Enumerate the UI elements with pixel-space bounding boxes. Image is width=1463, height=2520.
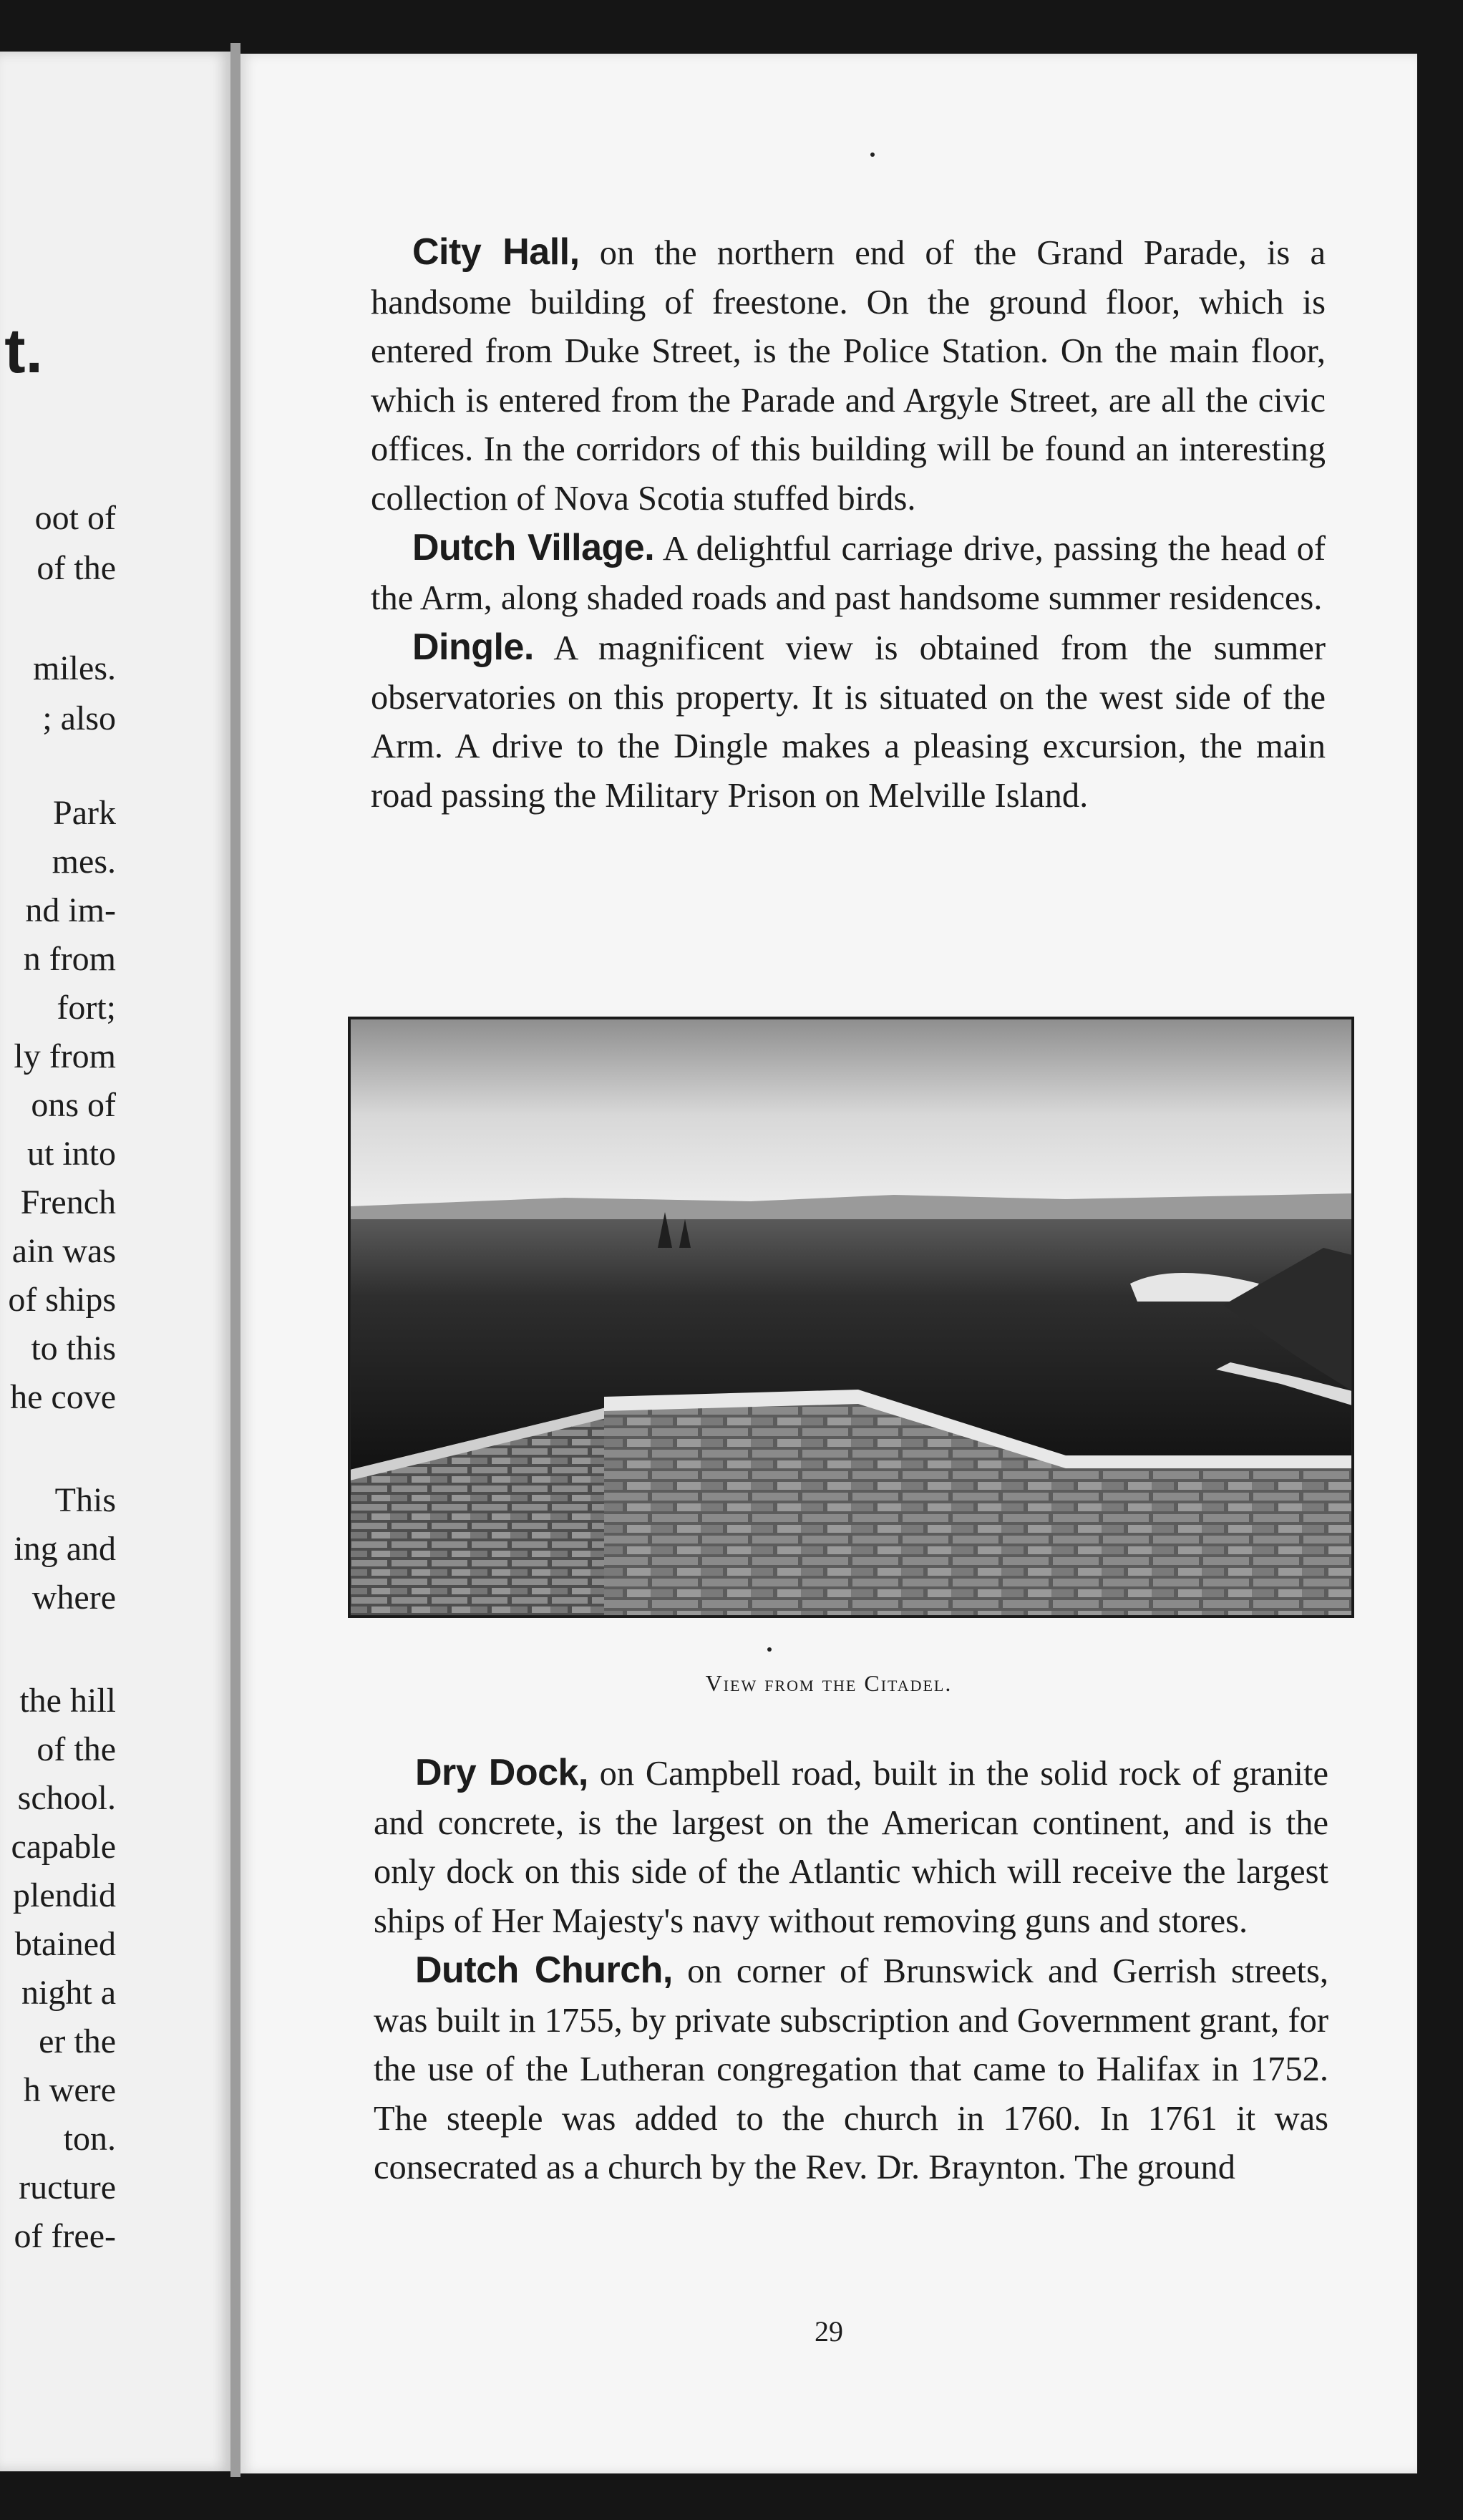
entry-dutch-village	[371, 523, 1326, 623]
left-page-fragment: of free-	[14, 2217, 116, 2255]
left-page-fragment: of the	[37, 549, 116, 587]
left-page-fragment: the hill	[19, 1682, 116, 1720]
left-page-fragment: btained	[14, 1925, 116, 1963]
left-page-fragment: ton.	[63, 2120, 116, 2158]
left-page-fragment: night a	[21, 1974, 116, 2012]
left-page-fragment: n from	[23, 940, 116, 978]
left-page-fragment: plendid	[13, 1876, 116, 1914]
left-page-fragment: of the	[37, 1730, 116, 1768]
left-page-fragment: h were	[23, 2071, 116, 2109]
page	[240, 54, 1417, 2473]
left-page-fragment: er the	[39, 2022, 116, 2060]
citadel-view-illustration	[350, 1019, 1352, 1616]
left-page-fragment: fort;	[57, 989, 116, 1027]
citadel-view-photo	[348, 1017, 1354, 1618]
left-page-fragment: mes.	[52, 843, 116, 881]
entries-top	[371, 228, 1326, 820]
entry-body: on Campbell road, built in the solid rock of granite and concrete, is the largest on the American continent, and is the only dock on this side of the Atlantic which will receive the largest ships of Her Majesty's navy without removing guns and stores.	[374, 1755, 1328, 1940]
entry-body: A delightful carriage drive, passing the head of the Arm, along shaded roads and past handsome summer residences.	[371, 530, 1326, 617]
left-page-fragment: Park	[53, 794, 116, 832]
book-gutter	[230, 43, 240, 2477]
left-page-fragment: capable	[11, 1828, 116, 1866]
entry-dingle	[371, 623, 1326, 820]
entry-heading: Dutch Church,	[415, 1949, 673, 1991]
entry-heading: City Hall,	[412, 231, 580, 273]
entry-city-hall	[371, 228, 1326, 523]
entry-heading: Dingle.	[412, 626, 534, 668]
left-page-fragment: to this	[31, 1329, 116, 1367]
left-page-fragment: ut into	[26, 1135, 116, 1173]
left-page-fragment: oot of	[34, 499, 116, 537]
entry-body: A magnificent view is obtained from the summer observatories on this property. It is situated on the west side of the Arm. A drive to the Dingle makes a pleasing excursion, the main road passing the Military Prison on Melville Island.	[371, 629, 1326, 815]
previous-page	[0, 52, 230, 2471]
entry-body: on corner of Brunswick and Gerrish streets, was built in 1755, by private subscription and Government grant, for the use of the Lutheran congregation that came to Halifax in 1752. The steeple was added to the church in 1760. In 1761 it was consecrated as a church by the Rev. Dr. Braynton. The ground	[374, 1952, 1328, 2186]
left-page-fragment: ain was	[11, 1232, 116, 1270]
left-page-fragment: ructure	[19, 2168, 116, 2206]
left-page-fragment: of ships	[8, 1281, 116, 1319]
entry-dutch-church	[374, 1946, 1328, 2193]
left-page-fragment: ; also	[42, 699, 116, 737]
page-number: 29	[815, 2315, 843, 2347]
left-page-fragment: miles.	[33, 649, 116, 687]
left-page-fragment: school.	[17, 1779, 116, 1817]
left-page-fragment: ly from	[14, 1037, 116, 1075]
entry-body: on the northern end of the Grand Parade, is a handsome building of freestone. On the ground floor, which is entered from Duke Street, is the Police Station. On the main floor, which is entered from the Parade and Argyle Street, are all the civic offices. In the corridors of this building will be found an interesting collection of Nova Scotia stuffed birds.	[371, 234, 1326, 518]
entries-bottom	[374, 1748, 1328, 2193]
left-page-fragment: t.	[4, 315, 43, 386]
print-speck	[870, 152, 875, 157]
print-speck	[767, 1647, 772, 1652]
left-page-fragment: ons of	[31, 1086, 116, 1124]
left-page-fragment: nd im-	[25, 891, 116, 929]
left-page-fragment: where	[31, 1579, 116, 1617]
left-page-fragment: ing and	[14, 1530, 116, 1568]
left-page-fragment: This	[54, 1481, 116, 1519]
entry-dry-dock	[374, 1748, 1328, 1946]
left-page-fragment: he cove	[10, 1378, 116, 1416]
left-page-fragment: French	[20, 1183, 116, 1221]
figure-caption: View from the Citadel.	[705, 1670, 953, 1696]
entry-heading: Dutch Village.	[412, 527, 655, 568]
entry-heading: Dry Dock,	[415, 1752, 588, 1793]
